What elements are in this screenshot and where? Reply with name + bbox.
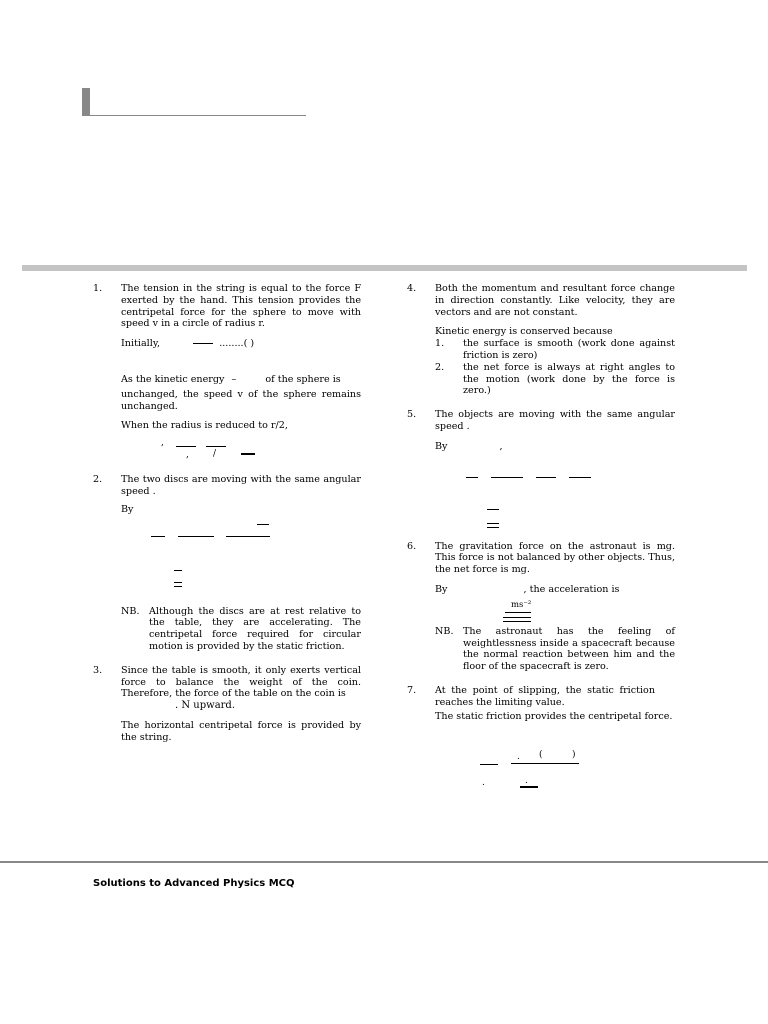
equation-friction: . ( ) . . [435, 722, 675, 802]
question-7 [407, 685, 675, 802]
question-text: The tension in the string is equal to the force F exerted by the hand. This tension provides the centripetal force for the sphere to move with speed v in a circle of radius r. [121, 283, 361, 330]
force-value: . N upward. [175, 700, 236, 712]
header-accent-bar [82, 88, 90, 116]
question-text: At the point of slipping, the static friction reaches the limiting value. [435, 684, 655, 708]
question-3 [93, 665, 361, 744]
question-number: 4. [407, 283, 417, 294]
fraction-bar [193, 343, 213, 344]
right-column [407, 283, 675, 802]
question-number: 1. [93, 283, 103, 294]
list-item: 2. the net force is always at right angles to the motion (work done by the force is zero.) [435, 361, 675, 397]
question-text: The gravitation force on the astronaut is mg. This force is not balanced by other objects. Thus, the net force is mg. [435, 540, 675, 576]
radius-line: When the radius is reduced to r/2, [121, 420, 288, 432]
question-text-2: The static friction provides the centripetal force. [435, 710, 673, 722]
list-item: 1. the surface is smooth (work done against friction is zero) [435, 338, 675, 361]
header-rule [90, 115, 306, 116]
question-number: 3. [93, 664, 103, 676]
footer-title: Solutions to Advanced Physics MCQ [93, 878, 295, 889]
question-text: The objects are moving with the same angular speed . [435, 409, 675, 432]
left-column [93, 283, 361, 744]
question-number: 2. [93, 474, 103, 486]
note-q2 [121, 606, 361, 653]
equation-radius: , , / [121, 432, 361, 472]
initially-line: Initially, ........( ) [121, 338, 255, 350]
equation-ref: ........( ) [219, 338, 255, 350]
note-text: The astronaut has the feeling of weightlessness inside a spacecraft because the normal reaction between him and the floor of the spacecraft is zero. [463, 625, 675, 673]
section-band [22, 265, 747, 271]
question-text: Both the momentum and resultant force change in direction constantly. Like velocity, they are vectors and are not constant. [435, 283, 675, 318]
note-label: NB. [435, 625, 454, 637]
question-number: 6. [407, 540, 417, 552]
footer-rule [0, 861, 768, 863]
question-text: Since the table is smooth, it only exerts vertical force to balance the weight of the coin. Therefore, the force of the table on the coin is [121, 664, 361, 700]
note-q6 [435, 626, 675, 673]
question-1 [93, 283, 361, 472]
by-line: By [121, 503, 134, 515]
acceleration-line: By , the acceleration is [435, 583, 620, 595]
question-6 [407, 541, 675, 673]
equation-angular [435, 453, 675, 539]
note-label: NB. [121, 605, 140, 617]
ke-line: As the kinetic energy – of the sphere is [121, 373, 341, 385]
question-number: 5. [407, 409, 417, 421]
equation-accel [435, 596, 675, 626]
question-number: 7. [407, 684, 417, 696]
ke-line-2: unchanged, the speed v of the sphere remains unchanged. [121, 388, 361, 412]
question-text: The two discs are moving with the same angular speed . [121, 474, 361, 497]
question-2 [93, 474, 361, 653]
ke-heading: Kinetic energy is conserved because [435, 326, 613, 338]
question-text-2: The horizontal centripetal force is provided by the string. [121, 719, 361, 743]
equation-discs [121, 516, 361, 606]
question-4 [407, 283, 675, 397]
question-5 [407, 409, 675, 538]
by-line: By , [435, 440, 503, 452]
note-text: Although the discs are at rest relative to the table, they are accelerating. The centripetal force required for circular motion is provided by the static friction. [149, 605, 361, 652]
accel-unit: ms⁻² [511, 599, 532, 610]
